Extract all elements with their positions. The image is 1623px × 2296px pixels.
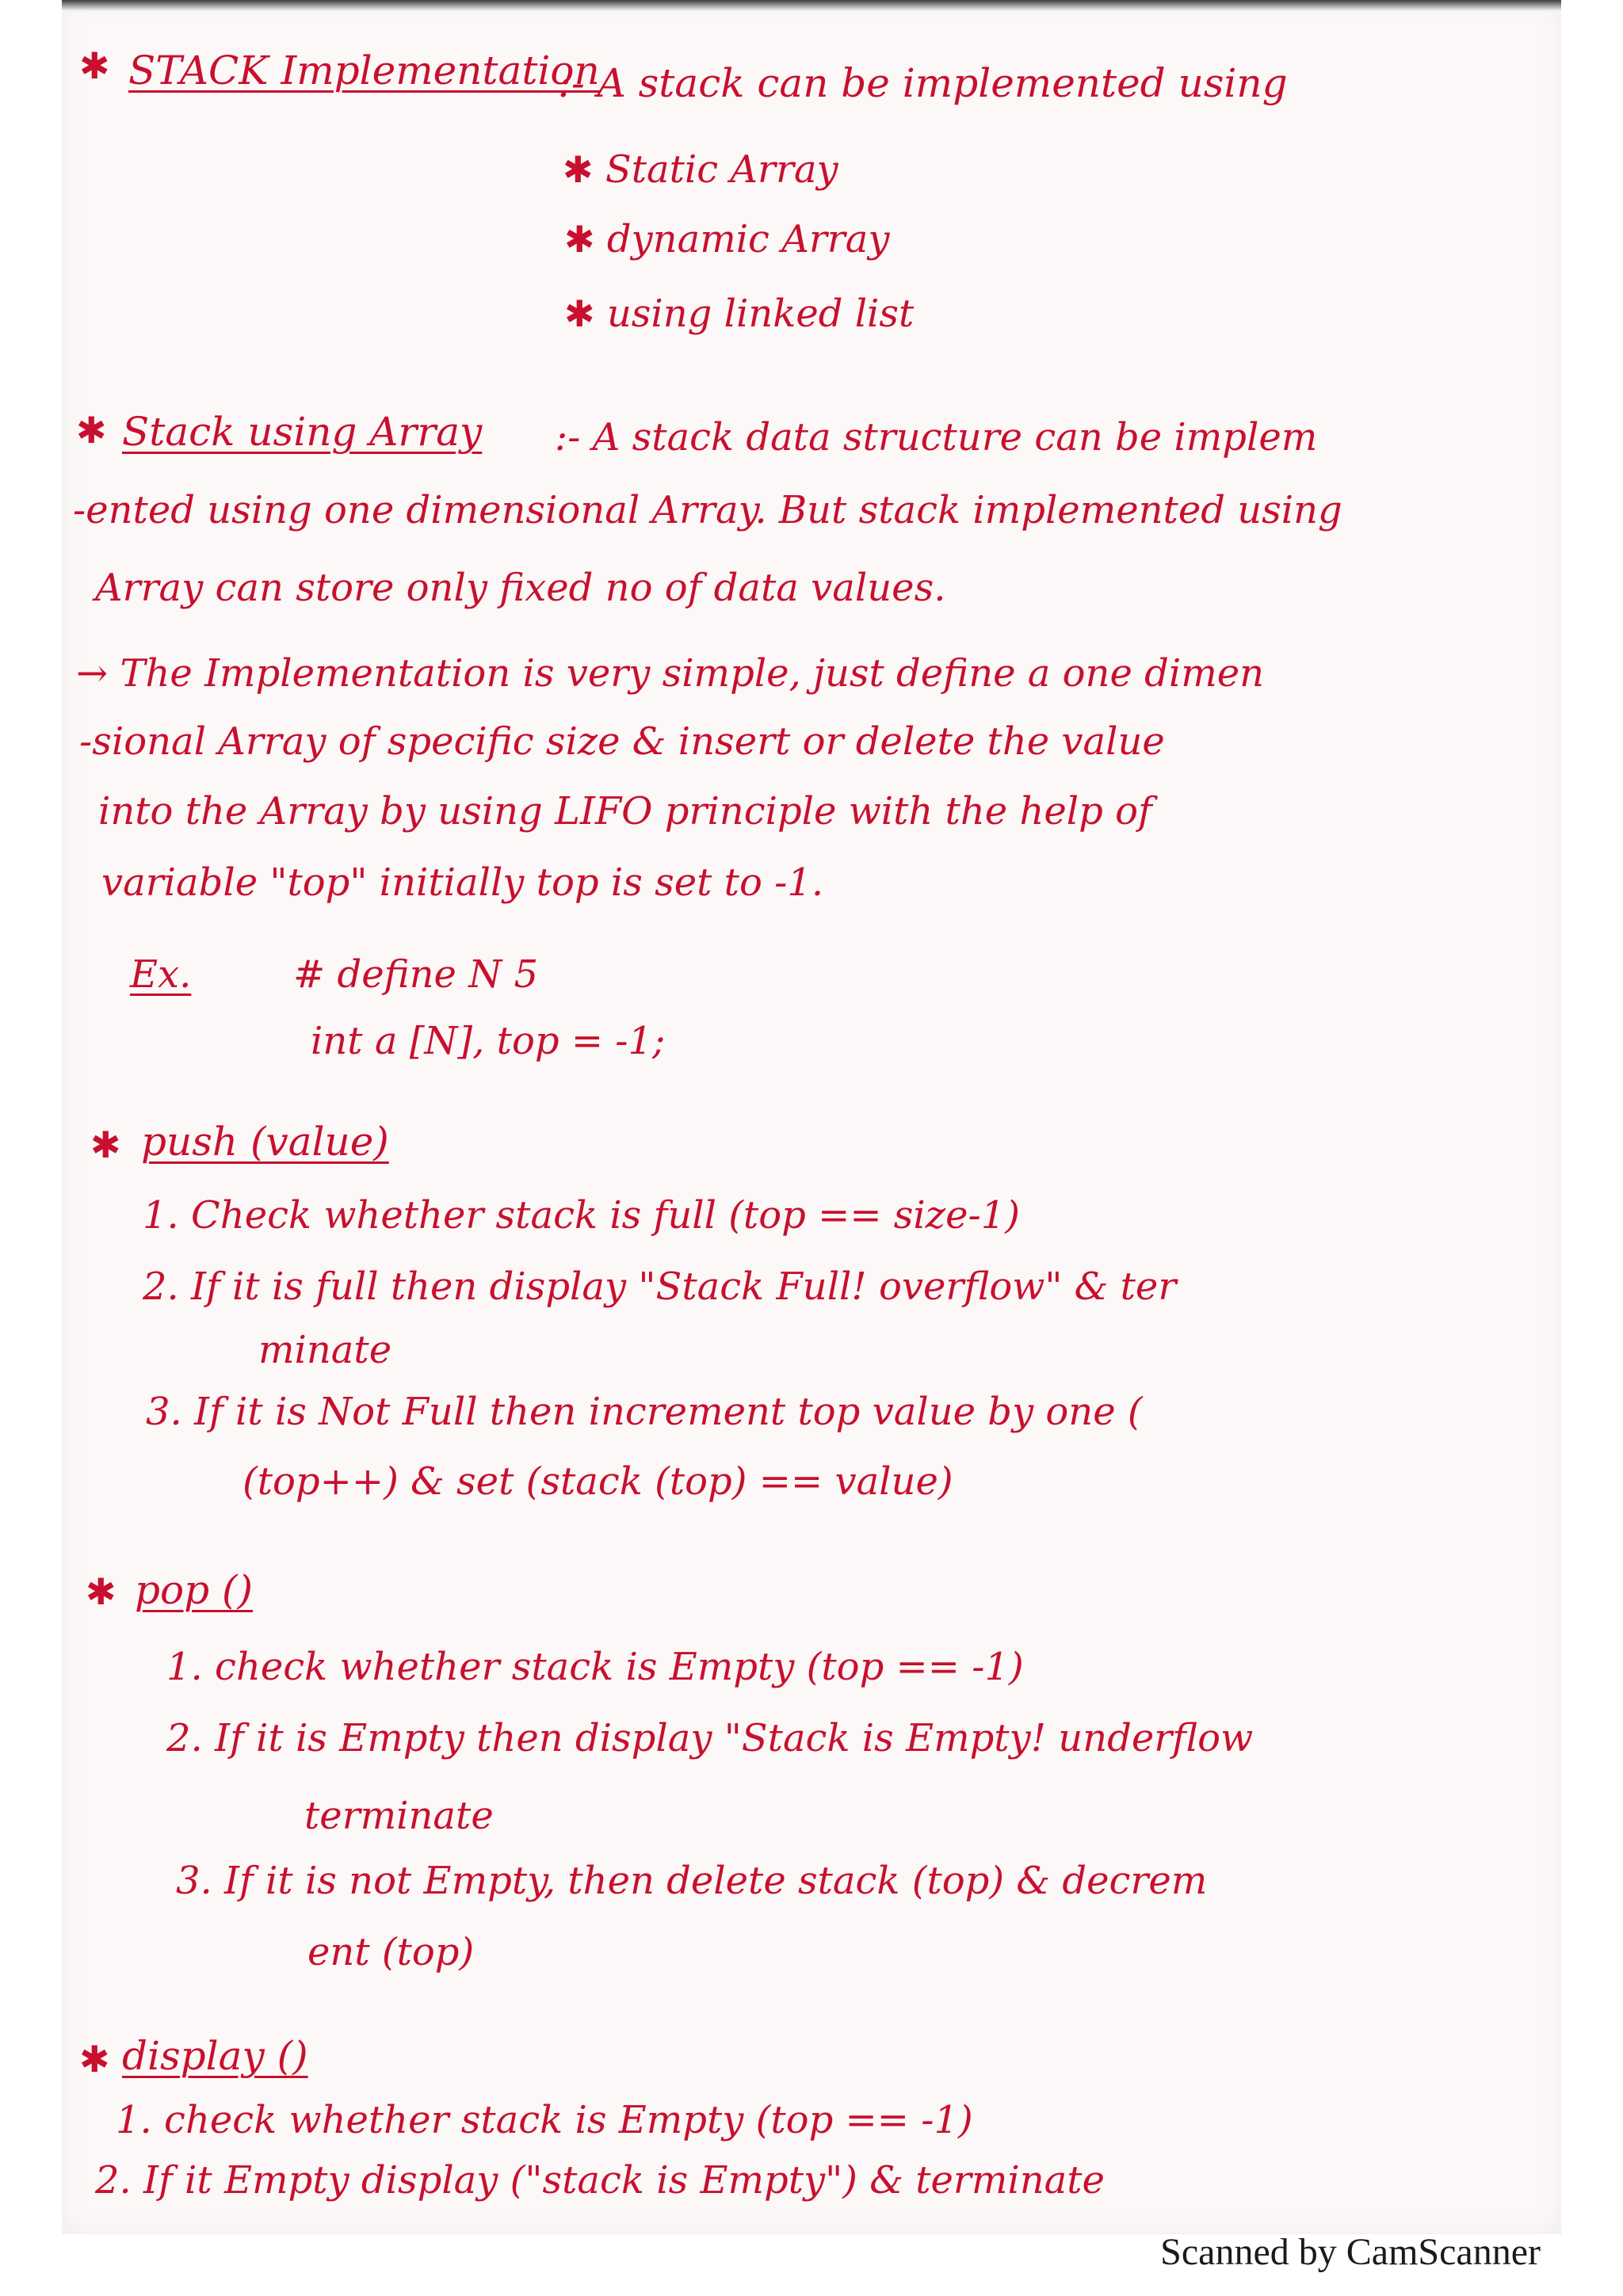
page-top-edge: [62, 0, 1561, 11]
push-step-3-cont: (top++) & set (stack (top) == value): [242, 1459, 953, 1504]
implementation-line4: variable "top" initially top is set to -1.: [101, 860, 824, 905]
stack-impl-intro: :- A stack can be implemented using: [558, 60, 1288, 106]
bullet-star-icon: ✱: [86, 1570, 116, 1613]
bullet-star-icon: ✱: [564, 218, 595, 261]
display-title: display (): [122, 2033, 308, 2079]
pop-step-2: 2. If it is Empty then display "Stack is Empty! underflow: [166, 1716, 1254, 1760]
impl-list-label: dynamic Array: [606, 217, 890, 261]
implementation-line1: → The Implementation is very simple, just define a one dimen: [76, 651, 1265, 696]
bullet-star-icon: ✱: [76, 409, 107, 452]
pop-step-1: 1. check whether stack is Empty (top == -1): [166, 1645, 1024, 1689]
stack-impl-title: STACK Implementation: [128, 48, 600, 93]
impl-list-item-2: [564, 217, 890, 261]
push-step-2-cont: minate: [258, 1328, 392, 1372]
implementation-line2: -sional Array of specific size & insert or delete the value: [79, 719, 1165, 764]
bullet-star-icon: ✱: [79, 44, 110, 87]
bullet-star-icon: ✱: [564, 292, 595, 335]
pop-step-3-cont: ent (top): [307, 1930, 475, 1974]
stack-using-array-title: Stack using Array: [122, 409, 483, 455]
impl-list-item-3: [564, 292, 915, 336]
bullet-star-icon: ✱: [79, 2038, 110, 2081]
bullet-star-icon: ✱: [563, 148, 594, 191]
example-label: Ex.: [130, 952, 192, 997]
impl-list-item-1: [563, 147, 838, 192]
example-code-decl: int a [N], top = -1;: [311, 1019, 666, 1063]
display-step-1: 1. check whether stack is Empty (top == -1): [116, 2098, 973, 2142]
stack-using-array-line3: Array can store only fixed no of data values.: [95, 566, 946, 610]
pop-title: pop (): [135, 1567, 254, 1613]
pop-step-2-cont: terminate: [304, 1794, 494, 1838]
display-step-2: 2. If it Empty display ("stack is Empty") & terminate: [95, 2158, 1105, 2203]
implementation-line3: into the Array by using LIFO principle with the help of: [98, 789, 1152, 833]
example-code-define: # define N 5: [293, 952, 538, 997]
pop-step-3: 3. If it is not Empty, then delete stack (top) & decrem: [176, 1859, 1208, 1903]
push-step-1: 1. Check whether stack is full (top == size-1): [143, 1193, 1020, 1238]
bullet-star-icon: ✱: [90, 1123, 121, 1166]
stack-using-array-line1: :- A stack data structure can be implem: [555, 415, 1318, 460]
impl-list-label: Static Array: [605, 147, 838, 192]
stack-using-array-line2: -ented using one dimensional Array. But stack implemented using: [73, 488, 1342, 532]
impl-list-label: using linked list: [606, 292, 915, 336]
scanner-watermark: Scanned by CamScanner: [1160, 2231, 1541, 2273]
push-step-3: 3. If it is Not Full then increment top value by one (: [146, 1390, 1143, 1434]
push-title: push (value): [141, 1119, 389, 1165]
push-step-2: 2. If it is full then display "Stack Full! overflow" & ter: [143, 1264, 1177, 1309]
